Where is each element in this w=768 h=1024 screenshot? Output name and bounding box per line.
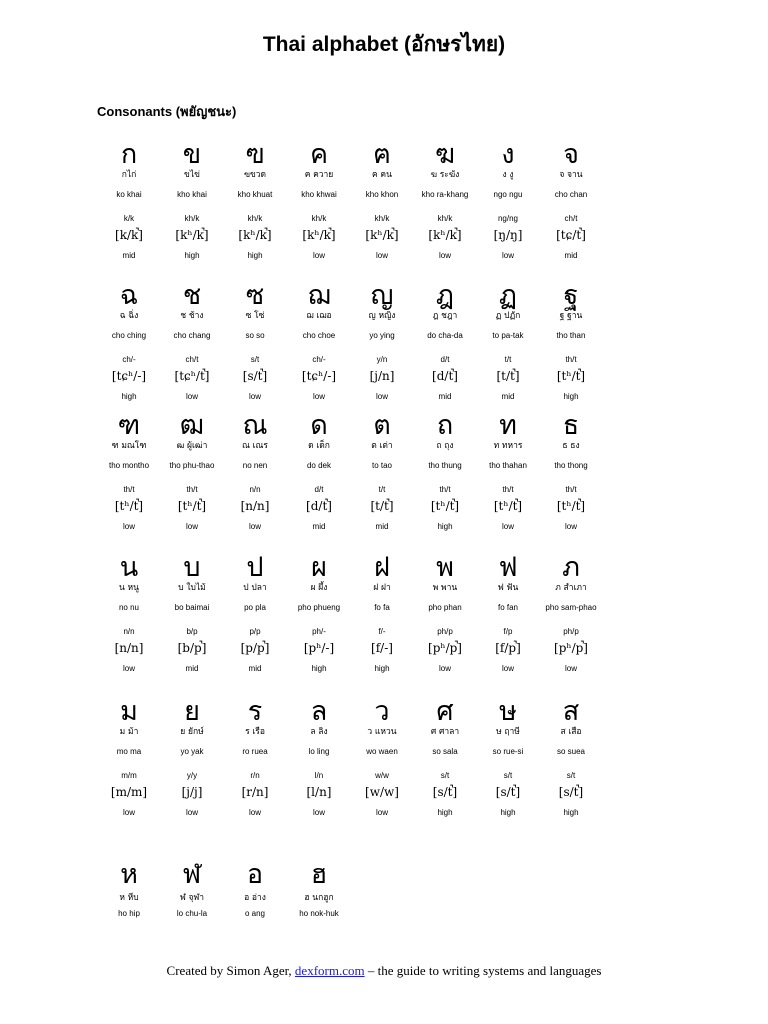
consonant-translit: ph/p — [563, 627, 579, 636]
consonant-name: ขไข่ — [184, 170, 200, 180]
consonant-cls: low — [438, 251, 451, 260]
consonant-rtgs: mo ma — [116, 747, 142, 756]
consonant-cls: low — [122, 664, 135, 673]
consonant-letter: ฮ — [310, 859, 328, 890]
consonant-row — [96, 553, 726, 683]
consonant-letter: ศ — [436, 696, 454, 727]
consonant-ipa: [pʰ/p̚] — [428, 641, 462, 655]
consonant-rtgs: cho chan — [554, 190, 588, 199]
consonant-name: ม ม้า — [119, 727, 139, 737]
consonant-translit: y/n — [376, 355, 388, 364]
consonant-name: ภ สำเภา — [555, 583, 587, 593]
consonant-rtgs: o ang — [244, 909, 266, 918]
consonant-rtgs: ngo ngu — [493, 190, 523, 199]
consonant-letter: ธ — [562, 410, 580, 441]
consonant-rtgs: tho montho — [108, 461, 150, 470]
consonant-ipa: [tʰ/t̚] — [430, 499, 460, 513]
consonant-rtgs: yo ying — [369, 331, 395, 340]
consonant-rtgs: ko khai — [116, 190, 142, 199]
consonant-translit: r/n — [250, 771, 260, 780]
consonant-rtgs: so suea — [556, 747, 586, 756]
consonant-cls: mid — [375, 522, 389, 531]
consonant-ipa: [tʰ/t̚] — [556, 369, 586, 383]
consonant-name: ธ ธง — [562, 441, 580, 451]
consonant-cls: low — [185, 522, 198, 531]
consonant-ipa: [s/t̚] — [495, 785, 521, 799]
consonant-letter: อ — [246, 859, 264, 890]
consonant-translit: m/m — [121, 771, 137, 780]
consonant-row — [96, 411, 726, 541]
consonant-translit: b/p — [186, 627, 198, 636]
consonant-ipa: [r/n] — [241, 785, 269, 799]
consonant-cls: high — [437, 522, 453, 531]
consonant-translit: ch/t — [564, 214, 578, 223]
consonant-name: ณ เณร — [242, 441, 268, 451]
consonant-rtgs: tho than — [556, 331, 586, 340]
consonant-cls: mid — [501, 392, 515, 401]
consonant-translit: kh/k — [374, 214, 390, 223]
consonant-translit: n/n — [249, 485, 261, 494]
consonant-ipa: [tʰ/t̚] — [114, 499, 144, 513]
consonant-translit: ch/- — [122, 355, 136, 364]
consonant-cls: mid — [248, 664, 262, 673]
consonant-name: ฆ ระฆัง — [430, 170, 460, 180]
consonant-rtgs: lo chu-la — [176, 909, 208, 918]
consonant-letter: ล — [310, 696, 328, 727]
consonant-name: ฟ ฟัน — [497, 583, 519, 593]
consonant-translit: ng/ng — [497, 214, 519, 223]
consonant-rtgs: to tao — [371, 461, 392, 470]
consonant-rtgs: lo ling — [308, 747, 330, 756]
consonant-rtgs: kho ra-khang — [421, 190, 469, 199]
consonant-translit: ph/- — [312, 627, 326, 636]
consonant-ipa: [ŋ/ŋ] — [493, 228, 523, 242]
consonant-name: ด เด็ก — [308, 441, 330, 451]
consonant-name: ฅ คน — [372, 170, 392, 180]
consonant-ipa: [t/t̚] — [370, 499, 394, 513]
consonant-letter: ท — [499, 410, 517, 441]
consonant-translit: s/t — [503, 771, 513, 780]
consonant-ipa: [j/n] — [369, 369, 395, 383]
consonant-cls: low — [375, 392, 388, 401]
consonant-translit: kh/k — [184, 214, 200, 223]
consonant-ipa: [m/m] — [110, 785, 148, 799]
consonant-name: ผ ผึ้ง — [310, 583, 328, 593]
consonant-letter: ภ — [562, 552, 580, 583]
consonant-ipa: [n/n] — [114, 641, 144, 655]
consonant-rtgs: do dek — [306, 461, 332, 470]
consonant-letter: ส — [562, 696, 580, 727]
consonant-name: กไก่ — [121, 170, 137, 180]
consonant-cls: mid — [122, 251, 136, 260]
consonant-ipa: [tɕʰ/-] — [301, 369, 337, 383]
consonant-cls: high — [563, 392, 579, 401]
consonant-ipa: [f/-] — [371, 641, 393, 655]
consonant-rtgs: ro ruea — [242, 747, 268, 756]
consonant-ipa: [l/n] — [306, 785, 332, 799]
consonant-letter: น — [119, 552, 139, 583]
consonant-name: ศ ศาลา — [430, 727, 460, 737]
consonant-rtgs: no nu — [118, 603, 140, 612]
footer-link[interactable]: dexform.com — [294, 963, 365, 978]
consonant-letter: ป — [246, 552, 264, 583]
consonant-rtgs: to pa-tak — [492, 331, 524, 340]
consonant-letter: บ — [183, 552, 201, 583]
consonant-translit: s/t — [566, 771, 576, 780]
consonant-ipa: [kʰ/k̚] — [302, 228, 336, 242]
consonant-cls: high — [437, 808, 453, 817]
consonant-ipa: [w/w] — [365, 785, 399, 799]
consonant-rtgs: pho phueng — [297, 603, 341, 612]
consonant-name: ต เต่า — [371, 441, 393, 451]
consonant-rtgs: kho khwai — [301, 190, 337, 199]
consonant-letter: พ — [436, 552, 454, 583]
consonant-translit: p/p — [249, 627, 261, 636]
consonant-cls: low — [248, 522, 261, 531]
consonant-rtgs: wo waen — [366, 747, 398, 756]
consonant-rtgs: so sala — [432, 747, 458, 756]
consonant-rtgs: tho thong — [554, 461, 588, 470]
consonant-rtgs: do cha-da — [427, 331, 463, 340]
consonant-letter: ซ — [245, 280, 265, 311]
consonant-rtgs: cho choe — [302, 331, 336, 340]
consonant-cls: high — [374, 664, 390, 673]
page-title: Thai alphabet (อักษรไทย) — [262, 33, 506, 56]
consonant-cls: high — [563, 808, 579, 817]
consonant-cls: low — [185, 808, 198, 817]
consonant-ipa: [pʰ/-] — [303, 641, 335, 655]
consonant-letter: ฏ — [498, 280, 518, 311]
consonant-row — [96, 140, 726, 270]
consonant-rtgs: po pla — [244, 603, 266, 612]
consonant-ipa: [s/t̚] — [558, 785, 584, 799]
consonant-cls: mid — [185, 664, 199, 673]
consonant-ipa: [tɕ/t̚] — [556, 228, 586, 242]
consonant-translit: k/k — [123, 214, 135, 223]
consonant-ipa: [t/t̚] — [496, 369, 520, 383]
consonant-letter: ณ — [242, 410, 268, 441]
consonant-letter: ช — [182, 280, 202, 311]
consonant-ipa: [b/p̚] — [177, 641, 207, 655]
consonant-name: บ ใบไม้ — [178, 583, 206, 593]
consonant-letter: ก — [120, 139, 138, 170]
consonant-ipa: [k/k̚] — [115, 228, 143, 242]
consonant-cls: high — [121, 392, 137, 401]
consonant-name: ฉ ฉิ่ง — [119, 311, 139, 321]
consonant-translit: th/t — [565, 485, 577, 494]
consonant-cls: low — [375, 808, 388, 817]
consonant-cls: low — [248, 392, 261, 401]
consonant-translit: d/t — [314, 485, 324, 494]
consonant-letter: ร — [247, 696, 263, 727]
consonant-translit: th/t — [565, 355, 577, 364]
consonant-letter: ฝ — [374, 552, 390, 583]
consonant-translit: th/t — [439, 485, 451, 494]
consonant-cls: low — [312, 251, 325, 260]
consonant-name: ร เรือ — [245, 727, 265, 737]
consonant-translit: f/p — [503, 627, 513, 636]
consonant-cls: low — [185, 392, 198, 401]
consonant-ipa: [tɕʰ/-] — [111, 369, 147, 383]
consonant-ipa: [tʰ/t̚] — [556, 499, 586, 513]
consonant-translit: ch/t — [185, 355, 199, 364]
consonant-name: ส เสือ — [560, 727, 582, 737]
consonant-ipa: [p/p̚] — [240, 641, 270, 655]
consonant-letter: ฟ — [498, 552, 518, 583]
consonant-translit: d/t — [440, 355, 450, 364]
consonant-translit: kh/k — [247, 214, 263, 223]
consonant-name: ย ยักษ์ — [180, 727, 204, 737]
consonant-rtgs: fo fa — [374, 603, 390, 612]
consonant-rtgs: tho thung — [428, 461, 462, 470]
consonant-ipa: [d/t̚] — [306, 499, 332, 513]
consonant-rtgs: tho phu-thao — [169, 461, 215, 470]
consonant-ipa: [d/t̚] — [432, 369, 458, 383]
consonant-translit: th/t — [186, 485, 198, 494]
consonant-cls: high — [184, 251, 200, 260]
consonant-letter: จ — [563, 139, 579, 170]
consonant-rtgs: yo yak — [180, 747, 204, 756]
consonant-translit: t/t — [504, 355, 512, 364]
consonant-name: ถ ถุง — [436, 441, 454, 451]
consonant-ipa: [f/p̚] — [495, 641, 521, 655]
consonant-name: ค ควาย — [304, 170, 334, 180]
consonant-rtgs: fo fan — [497, 603, 518, 612]
consonant-letter: ฆ — [434, 139, 456, 170]
consonant-letter: ง — [501, 139, 515, 170]
footer-prefix: Created by Simon Ager, — [166, 963, 295, 978]
consonant-name: ฬ จุฬา — [179, 893, 205, 903]
consonant-name: จ จาน — [559, 170, 583, 180]
consonant-rtgs: cho chang — [173, 331, 211, 340]
consonant-letter: ษ — [499, 696, 517, 727]
consonant-cls: low — [122, 522, 135, 531]
consonant-cls: low — [312, 392, 325, 401]
consonant-name: ฝ ฝา — [373, 583, 391, 593]
consonant-cls: low — [564, 522, 577, 531]
consonant-letter: ถ — [436, 410, 454, 441]
consonant-name: พ พาน — [432, 583, 458, 593]
consonant-row — [96, 281, 726, 411]
consonant-letter: ค — [309, 139, 329, 170]
consonant-letter: ฎ — [435, 280, 455, 311]
consonant-rtgs: no nen — [242, 461, 268, 470]
consonant-cls: mid — [564, 251, 578, 260]
consonant-ipa: [kʰ/k̚] — [365, 228, 399, 242]
consonant-translit: s/t — [250, 355, 260, 364]
consonant-ipa: [tʰ/t̚] — [177, 499, 207, 513]
consonant-rtgs: kho khon — [365, 190, 399, 199]
consonant-name: ฒ ผู้เฒ่า — [176, 441, 208, 451]
consonant-translit: f/- — [378, 627, 386, 636]
consonant-letter: ฉ — [119, 280, 139, 311]
consonant-letter: ม — [120, 696, 138, 727]
consonant-letter: ด — [310, 410, 328, 441]
consonant-name: ฏ ปฏัก — [495, 311, 521, 321]
consonant-cls: low — [438, 664, 451, 673]
consonant-ipa: [j/j] — [181, 785, 203, 799]
consonant-translit: n/n — [123, 627, 135, 636]
consonant-ipa: [kʰ/k̚] — [428, 228, 462, 242]
consonant-letter: ห — [120, 859, 138, 890]
consonant-ipa: [kʰ/k̚] — [175, 228, 209, 242]
consonant-name: ฑ มณโฑ — [111, 441, 147, 451]
consonant-letter: ฌ — [307, 280, 331, 311]
footer — [0, 963, 768, 979]
consonant-cls: low — [501, 664, 514, 673]
consonant-rtgs: ho nok-huk — [299, 909, 339, 918]
consonant-name: ญ หญิง — [368, 311, 396, 321]
consonant-translit: t/t — [378, 485, 386, 494]
consonant-ipa: [s/t̚] — [432, 785, 458, 799]
consonant-rtgs: pho phan — [428, 603, 462, 612]
consonant-name: ง งู — [502, 170, 514, 180]
consonant-rtgs: tho thahan — [489, 461, 527, 470]
consonant-name: ว แหวน — [367, 727, 397, 737]
consonant-rtgs: bo baimai — [174, 603, 210, 612]
consonant-letter: ต — [373, 410, 391, 441]
consonant-name: ฐ ฐาน — [559, 311, 583, 321]
consonant-rtgs: so so — [245, 331, 265, 340]
consonant-letter: ว — [374, 696, 390, 727]
consonant-ipa: [pʰ/p̚] — [554, 641, 588, 655]
consonant-letter: ฒ — [179, 410, 205, 441]
consonant-rtgs: so rue-si — [492, 747, 524, 756]
consonant-cls: low — [122, 808, 135, 817]
consonant-translit: ph/p — [437, 627, 453, 636]
consonant-name: ษ ฤาษี — [496, 727, 520, 737]
consonant-rtgs: kho khuat — [237, 190, 273, 199]
consonant-name: ฌ เฌอ — [306, 311, 332, 321]
consonant-name: ฎ ชฎา — [432, 311, 458, 321]
consonant-letter: ฅ — [372, 139, 392, 170]
consonant-name: ซ โซ่ — [245, 311, 265, 321]
consonant-letter: ผ — [311, 552, 327, 583]
consonant-name: ห หีบ — [119, 893, 139, 903]
consonant-ipa: [tʰ/t̚] — [493, 499, 523, 513]
consonant-ipa: [s/t̚] — [242, 369, 268, 383]
consonant-name: น หนู — [119, 583, 139, 593]
consonant-rtgs: kho khai — [177, 190, 207, 199]
consonant-translit: kh/k — [437, 214, 453, 223]
consonant-name: ท ทหาร — [493, 441, 523, 451]
consonant-letter: ข — [182, 139, 202, 170]
consonant-ipa: [tɕʰ/t̚] — [174, 369, 210, 383]
consonant-translit: l/n — [314, 771, 324, 780]
consonant-translit: s/t — [440, 771, 450, 780]
consonant-cls: mid — [312, 522, 326, 531]
consonant-letter: ฑ — [117, 410, 141, 441]
footer-suffix: – the guide to writing systems and languages — [364, 963, 602, 978]
consonant-rtgs: pho sam-phao — [545, 603, 597, 612]
consonant-cls: low — [312, 808, 325, 817]
consonant-letter: ฃ — [245, 139, 265, 170]
consonant-translit: w/w — [375, 771, 389, 780]
consonant-row — [96, 697, 726, 827]
consonant-ipa: [n/n] — [240, 499, 270, 513]
consonant-translit: th/t — [502, 485, 514, 494]
consonant-name: อ อ่าง — [244, 893, 266, 903]
consonant-rtgs: cho ching — [111, 331, 147, 340]
consonant-letter: ฬ — [182, 859, 202, 890]
consonant-cls: low — [501, 251, 514, 260]
consonant-letter: ญ — [370, 280, 394, 311]
consonant-rtgs: ho hip — [118, 909, 140, 918]
consonant-name: ช ช้าง — [180, 311, 204, 321]
consonant-translit: y/y — [186, 771, 198, 780]
consonant-letter: ฐ — [563, 280, 579, 311]
consonant-translit: ch/- — [312, 355, 326, 364]
section-heading-consonants: Consonants (พยัญชนะ) — [97, 104, 237, 119]
consonant-letter: ย — [184, 696, 200, 727]
consonant-name: ฃขวด — [243, 170, 267, 180]
consonant-ipa: [kʰ/k̚] — [238, 228, 272, 242]
consonant-cls: high — [311, 664, 327, 673]
consonant-cls: low — [375, 251, 388, 260]
consonant-cls: low — [248, 808, 261, 817]
consonant-name: ล ลิง — [310, 727, 328, 737]
consonant-translit: kh/k — [311, 214, 327, 223]
consonant-cls: low — [564, 664, 577, 673]
consonant-cls: high — [500, 808, 516, 817]
consonant-cls: high — [247, 251, 263, 260]
consonant-name: ป ปลา — [243, 583, 267, 593]
consonant-name: ฮ นกฮูก — [304, 893, 334, 903]
consonant-cls: low — [501, 522, 514, 531]
consonant-translit: th/t — [123, 485, 135, 494]
consonant-cls: mid — [438, 392, 452, 401]
